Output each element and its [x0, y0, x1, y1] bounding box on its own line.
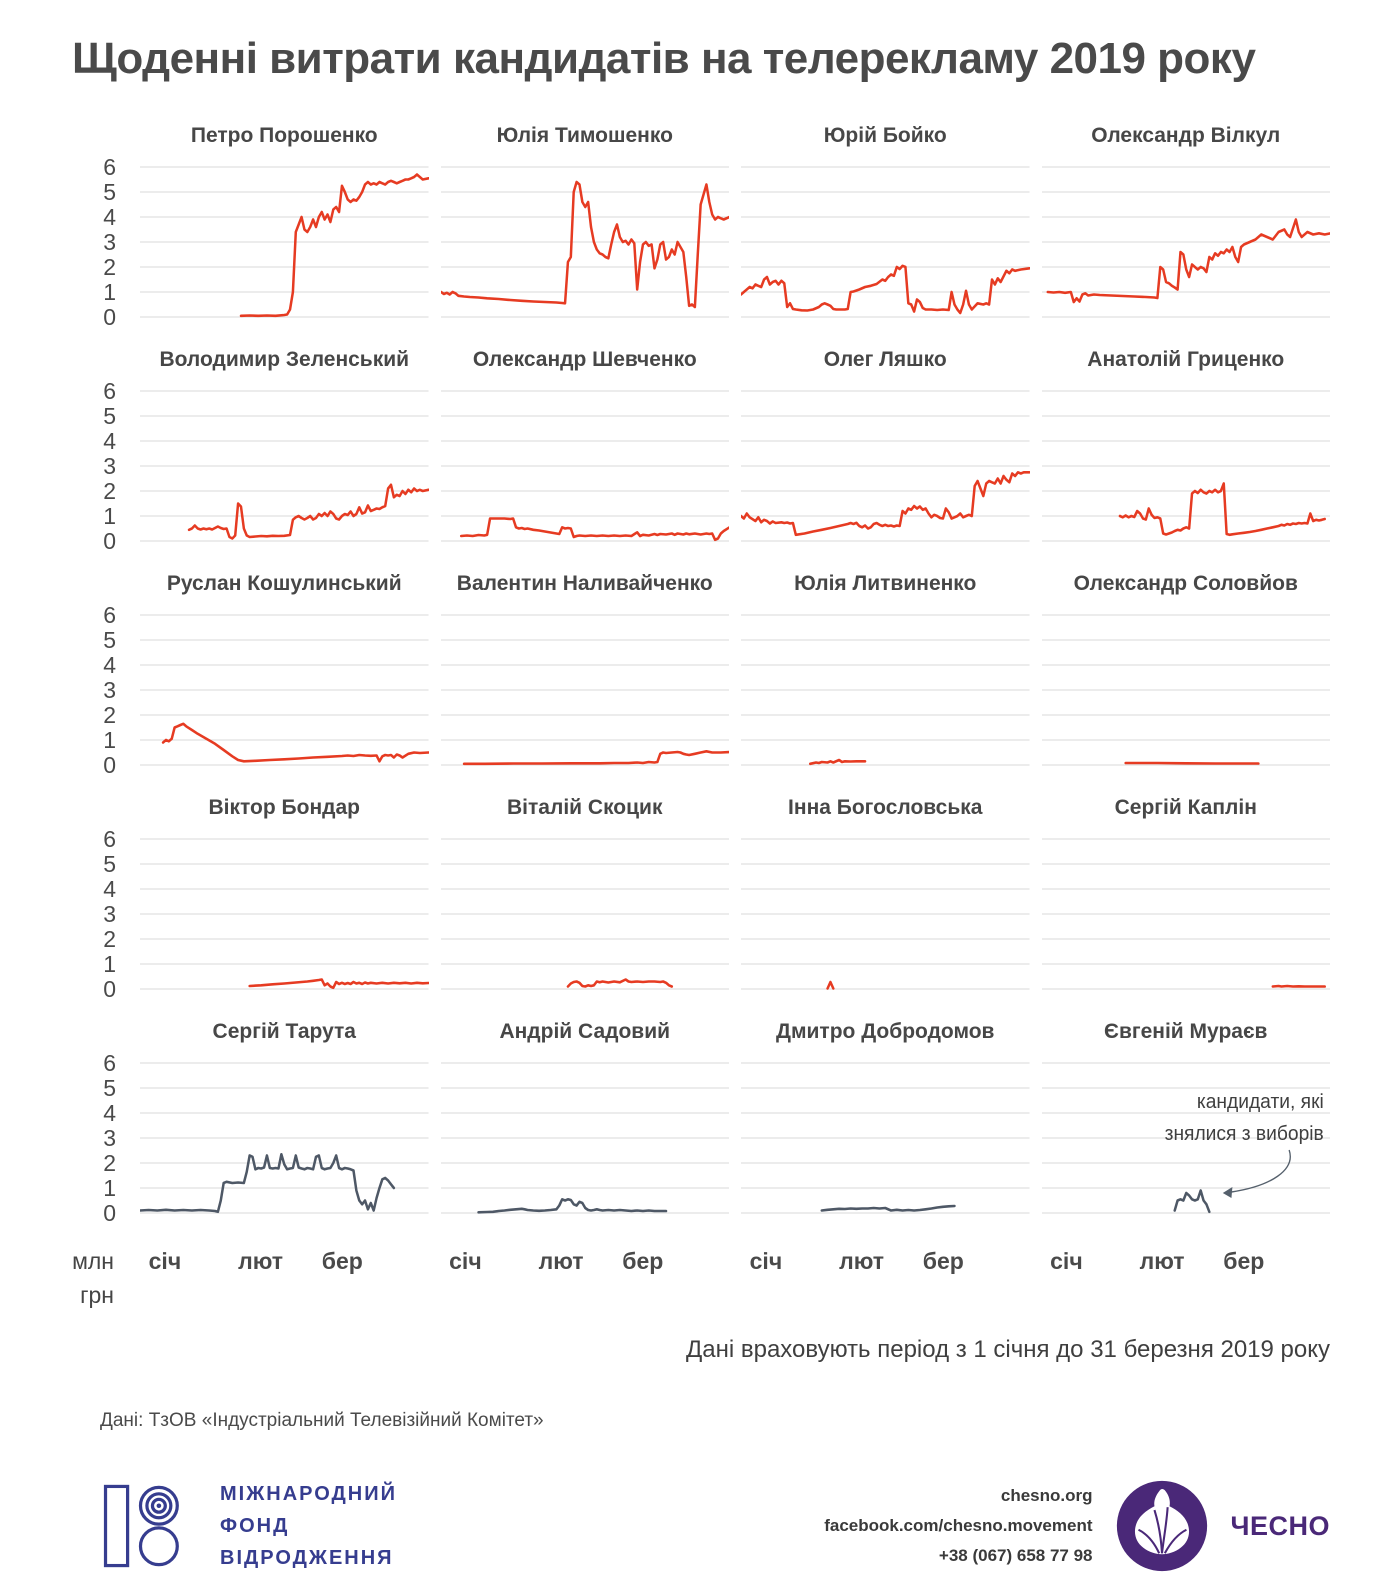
y-axis [70, 1020, 128, 1226]
y-axis-tick: 3 [103, 453, 116, 479]
y-axis-tick: 5 [103, 403, 116, 429]
x-tick-січ: січ [749, 1248, 783, 1274]
x-axis [741, 1244, 1030, 1288]
infographic-page [70, 0, 1330, 1574]
y-axis-tick: 2 [103, 478, 116, 504]
candidate-name: Сергій Каплін [1114, 796, 1257, 819]
candidate-chart-poroshenko [140, 124, 429, 322]
chart-plot [441, 834, 730, 994]
candidate-name: Дмитро Добродомов [776, 1020, 995, 1043]
candidate-name: Євгеній Мураєв [1104, 1020, 1268, 1043]
chart-plot [140, 1058, 429, 1218]
y-axis-tick: 6 [103, 602, 116, 628]
phone-text: +38 (067) 658 77 98 [938, 1545, 1093, 1565]
y-axis-tick: 0 [103, 976, 116, 1002]
y-axis-tick: 0 [103, 1200, 116, 1226]
candidate-chart-skotsyk [441, 796, 730, 994]
y-axis-tick: 5 [103, 1075, 116, 1101]
x-tick-лют: лют [839, 1248, 885, 1274]
y-axis-tick: 1 [103, 951, 116, 977]
annotation-arrow [1231, 1150, 1290, 1192]
chart-plot [741, 162, 1030, 322]
candidate-chart-bohoslovska [741, 796, 1030, 994]
chart-plot [140, 162, 429, 322]
candidate-chart-hrytsenko [1042, 348, 1331, 546]
contacts [824, 1481, 1092, 1570]
irf-logo-icon [100, 1480, 192, 1572]
candidate-name: Петро Порошенко [190, 124, 378, 147]
chart-plot [1042, 386, 1331, 546]
chart-plot [1042, 610, 1331, 770]
candidate-name: Інна Богословська [788, 796, 983, 819]
data-source: Дані: ТзОВ «Індустріальний Телевізійний Комітет» [100, 1410, 544, 1431]
chart-plot [140, 834, 429, 994]
candidate-chart-koshulynskyi [140, 572, 429, 770]
irf-logo-block [100, 1478, 397, 1574]
candidate-chart-soloviov [1042, 572, 1331, 770]
candidate-chart-kaplin [1042, 796, 1331, 994]
candidate-name: Віталій Скоцик [507, 796, 663, 819]
chart-plot [1042, 834, 1331, 994]
x-tick-січ: січ [148, 1248, 182, 1274]
annotation-arrowhead [1222, 1187, 1232, 1198]
y-axis-tick: 4 [103, 1100, 116, 1126]
irf-name-line3: ВІДРОДЖЕННЯ [220, 1547, 394, 1569]
y-axis-tick: 2 [103, 702, 116, 728]
candidate-name: Руслан Кошулинський [166, 572, 402, 595]
x-tick-лют: лют [238, 1248, 284, 1274]
x-tick-січ: січ [449, 1248, 482, 1274]
chart-plot [741, 386, 1030, 546]
candidate-chart-boiko [741, 124, 1030, 322]
x-axis [140, 1244, 429, 1288]
y-axis-tick: 3 [103, 229, 116, 255]
candidate-name: Андрій Садовий [499, 1020, 671, 1043]
candidate-name: Віктор Бондар [208, 796, 360, 819]
candidate-name: Юлія Литвиненко [794, 572, 977, 595]
withdrawn-annotation-line2: знялися з виборів [1164, 1122, 1324, 1146]
irf-name-line2: ФОНД [220, 1515, 290, 1537]
candidate-chart-dobrodomov [741, 1020, 1030, 1218]
candidate-chart-nalyvaichenko [441, 572, 730, 770]
chart-plot [1042, 162, 1331, 322]
x-axis [441, 1244, 730, 1288]
candidate-chart-liashko [741, 348, 1030, 546]
candidate-chart-taruta [140, 1020, 429, 1218]
chesno-block [824, 1479, 1330, 1573]
y-axis-tick: 3 [103, 677, 116, 703]
candidate-chart-sadovyi [441, 1020, 730, 1218]
candidate-name: Юлія Тимошенко [496, 124, 673, 147]
candidate-chart-zelenskyi [140, 348, 429, 546]
candidate-chart-tymoshenko [441, 124, 730, 322]
y-axis-tick: 6 [103, 826, 116, 852]
chart-plot [441, 610, 730, 770]
candidate-name: Валентин Наливайченко [456, 572, 713, 595]
y-axis-tick: 4 [103, 204, 116, 230]
chart-plot [140, 386, 429, 546]
x-tick-бер: бер [321, 1248, 363, 1274]
charts-grid [70, 124, 1330, 1312]
candidate-chart-vilkul [1042, 124, 1331, 322]
x-tick-бер: бер [622, 1248, 664, 1274]
footer [70, 1478, 1330, 1574]
chesno-wordmark: ЧЕСНО [1230, 1510, 1330, 1541]
chart-plot [441, 162, 730, 322]
chart-plot [741, 1058, 1030, 1218]
chesno-garlic-icon [1115, 1479, 1209, 1573]
x-tick-бер: бер [1223, 1248, 1265, 1274]
y-axis-tick: 5 [103, 179, 116, 205]
candidate-name: Сергій Тарута [212, 1020, 356, 1043]
y-axis-unit [70, 1244, 128, 1312]
candidate-name: Олександр Вілкул [1091, 124, 1281, 147]
y-axis [70, 348, 128, 554]
chart-plot [441, 386, 730, 546]
y-axis-tick: 5 [103, 627, 116, 653]
y-axis-tick: 4 [103, 876, 116, 902]
candidate-name: Олександр Шевченко [472, 348, 697, 371]
y-axis-tick: 1 [103, 279, 116, 305]
candidate-name: Володимир Зеленський [159, 348, 410, 371]
y-axis-tick: 6 [103, 378, 116, 404]
y-axis-tick: 6 [103, 1050, 116, 1076]
candidate-name: Юрій Бойко [823, 124, 947, 147]
candidate-chart-shevchenko [441, 348, 730, 546]
x-tick-бер: бер [922, 1248, 964, 1274]
y-axis-tick: 0 [103, 528, 116, 554]
facebook-text: facebook.com/chesno.movement [824, 1516, 1093, 1536]
y-axis-tick: 3 [103, 1125, 116, 1151]
y-axis-tick: 6 [103, 154, 116, 180]
candidate-chart-bondar [140, 796, 429, 994]
x-tick-лют: лют [1139, 1248, 1185, 1274]
irf-name-line1: МІЖНАРОДНИЙ [220, 1483, 397, 1505]
candidate-name: Олександр Соловйов [1073, 572, 1298, 595]
chart-plot [741, 610, 1030, 770]
candidate-name: Олег Ляшко [823, 348, 947, 371]
period-note: Дані враховують період з 1 січня до 31 березня 2019 року [685, 1336, 1330, 1363]
y-axis-tick: 0 [103, 304, 116, 330]
y-axis-tick: 1 [103, 727, 116, 753]
y-axis-tick: 2 [103, 1150, 116, 1176]
chart-plot [1042, 1058, 1331, 1218]
x-axis [1042, 1244, 1331, 1288]
candidate-chart-lytvynenko [741, 572, 1030, 770]
website-text: chesno.org [1000, 1486, 1093, 1506]
y-axis [70, 124, 128, 330]
unit-line2: грн [80, 1282, 114, 1308]
y-axis-tick: 4 [103, 428, 116, 454]
y-axis-tick: 2 [103, 926, 116, 952]
withdrawn-annotation-line1: кандидати, які [1196, 1090, 1324, 1114]
chart-plot [441, 1058, 730, 1218]
x-tick-лют: лют [538, 1248, 584, 1274]
y-axis [70, 572, 128, 778]
y-axis [70, 796, 128, 1002]
y-axis-tick: 0 [103, 752, 116, 778]
x-tick-січ: січ [1050, 1248, 1083, 1274]
y-axis-tick: 5 [103, 851, 116, 877]
y-axis-tick: 2 [103, 254, 116, 280]
unit-line1: млн [72, 1248, 114, 1274]
candidate-chart-muraiev [1042, 1020, 1331, 1218]
y-axis-tick: 1 [103, 1175, 116, 1201]
candidate-name: Анатолій Гриценко [1087, 348, 1285, 371]
y-axis-tick: 1 [103, 503, 116, 529]
irf-name [220, 1478, 397, 1574]
y-axis-tick: 4 [103, 652, 116, 678]
chart-plot [140, 610, 429, 770]
chart-plot [741, 834, 1030, 994]
page-title: Щоденні витрати кандидатів на телерекламу 2019 року [72, 34, 1256, 83]
y-axis-tick: 3 [103, 901, 116, 927]
